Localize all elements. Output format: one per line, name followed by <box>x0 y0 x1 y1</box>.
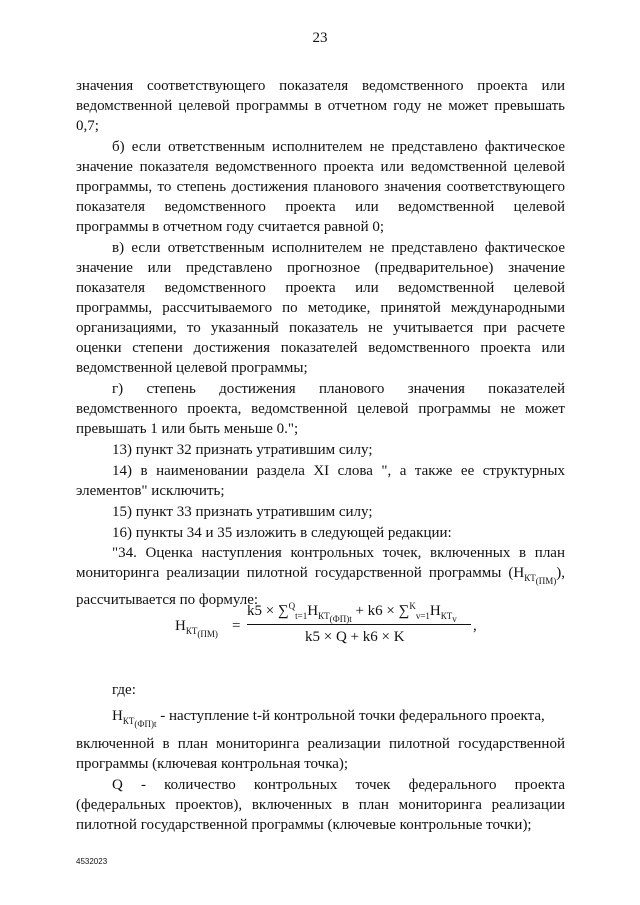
text-line: б) если ответственным исполнителем не представлено фактическое <box>112 139 565 155</box>
text-line: программы, рассчитываемого по методике, принятой международными <box>76 300 565 316</box>
definition-line <box>112 706 565 734</box>
text-line: 14) в наименовании раздела XI слова ", а также ее структурных <box>112 463 565 479</box>
formula-lhs: $Н_{КТ_{(ПМ)}}$ <box>175 618 218 639</box>
symbol-n-kt-fp: $Н_{КТ_{(ФП)t}}$ <box>112 708 157 729</box>
text-line: (федеральных проектов), включенных в план мониторинга реализации <box>76 797 565 813</box>
text-line: значение или представлено прогнозное (предварительное) значение <box>76 260 565 276</box>
paragraph-line-monitoring <box>76 563 565 591</box>
text-line: ведомственной целевой программы; <box>76 360 308 376</box>
text-line: превышать 1 или быть меньше 0."; <box>76 421 299 437</box>
text-line: оценки степени достижения показателей ведомственного проекта или <box>76 340 565 356</box>
page-number: 23 <box>312 30 328 46</box>
monitoring-text: мониторинга реализации пилотной государственной программы ( <box>76 565 514 581</box>
text-line: г) степень достижения планового значения показателей <box>112 381 565 397</box>
text-line: программы (ключевая контрольная точка); <box>76 756 349 772</box>
text-line: элементов" исключить; <box>76 483 225 499</box>
text-line: 15) пункт 33 признать утратившим силу; <box>112 504 373 520</box>
text-line: где: <box>112 682 136 698</box>
symbol-n-kt-pm: $Н_{КТ_{(ПМ)}}$ <box>513 565 557 586</box>
text-line: значения соответствующего показателя ведомственного проекта или <box>76 78 565 94</box>
text-line: программы в отчетном году считается равной 0; <box>76 219 385 235</box>
formula <box>175 596 475 656</box>
text-line: 0,7; <box>76 118 99 134</box>
text-line: в) если ответственным исполнителем не представлено фактическое <box>112 240 565 256</box>
text-line: показателя ведомственного проекта или ведомственной целевой <box>76 280 565 296</box>
text-line: Q - количество контрольных точек федерального проекта <box>112 777 565 793</box>
formula-comma: , <box>473 618 477 634</box>
definition-text: - наступление t-й контрольной точки федерального проекта, <box>156 708 545 724</box>
formula-equals: = <box>232 618 241 634</box>
fraction-bar <box>247 624 471 625</box>
text-line: значение показателя ведомственного проекта или ведомственной целевой <box>76 159 565 175</box>
formula-denominator: k5 × Q + k6 × K <box>305 629 405 645</box>
text-line: рассчитывается по формуле: <box>76 592 259 608</box>
text-line: включенной в план мониторинга реализации пилотной государственной <box>76 736 565 752</box>
text-line: показателя ведомственного проекта или ведомственной целевой <box>76 199 565 215</box>
text-line: пилотной государственной программы (ключевые контрольные точки); <box>76 817 532 833</box>
text-line: 16) пункты 34 и 35 изложить в следующей редакции: <box>112 525 452 541</box>
document-code: 4532023 <box>76 857 108 866</box>
text-line: 13) пункт 32 признать утратившим силу; <box>112 442 373 458</box>
text-line: программы, то степень достижения планового значения соответствующего <box>76 179 565 195</box>
text-line: ведомственного проекта, ведомственной целевой программы не может <box>76 401 565 417</box>
formula-numerator: $k5 \times \sum^Q_{t=1}Н_{КТ_{(ФП)t}} + k6 \times \sum^K_{v=1}Н_{КТ_v}$ <box>247 601 457 624</box>
text-line: организациями, то указанный показатель не учитывается при расчете <box>76 320 565 336</box>
text-line: "34. Оценка наступления контрольных точек, включенных в план <box>112 545 565 561</box>
monitoring-end: ), <box>556 565 565 581</box>
text-line: ведомственной целевой программы в отчетном году не может превышать <box>76 98 565 114</box>
